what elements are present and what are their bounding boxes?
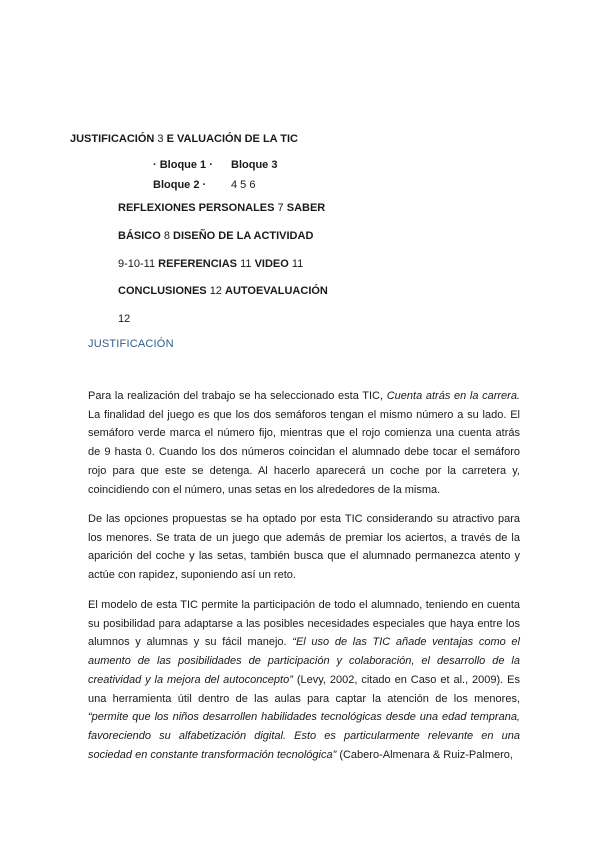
toc-line-5: BÁSICO 8 DISEÑO DE LA ACTIVIDAD <box>118 230 314 242</box>
toc-bloque-2: Bloque 2 · <box>153 179 207 191</box>
toc-page-number: 3 <box>157 133 164 145</box>
toc-line-6: 9-10-11 REFERENCIAS 11 VIDEO 11 <box>118 258 304 270</box>
toc-bloque-3: Bloque 3 <box>231 159 278 171</box>
toc-line-7: CONCLUSIONES 12 AUTOEVALUACIÓN <box>118 285 328 297</box>
toc-evaluacion: E VALUACIÓN DE LA TIC <box>166 133 298 145</box>
paragraph-1: Para la realización del trabajo se ha seleccionado esta TIC, Cuenta atrás en la carrera. La finalidad del juego es que los dos semáforos tengan el mismo número a su lado. El semáforo verde marca el número fijo, mientras que el rojo comienza una cuenta atrás de 9 hasta 0. Cuando los dos números coincidan el alumnado debe tocar el semáforo rojo para que este se detenga. Al hacerlo aparecerá un coche por la carretera y, coincidiendo con el número, unas setas en los alrededores de la misma. <box>88 390 520 496</box>
toc-justificacion: JUSTIFICACIÓN <box>70 133 155 145</box>
section-heading: JUSTIFICACIÓN <box>88 338 174 350</box>
toc-line-8: 12 <box>118 313 131 325</box>
paragraph-3: El modelo de esta TIC permite la participación de todo el alumnado, teniendo en cuenta su posibilidad para adaptarse a las posibles necesidades especiales que haya entre los alumnos y alumnas y su fácil manejo. “El uso de las TIC añade ventajas como el aumento de las posibilidades de participación y colaboración, el desarrollo de la creatividad y la mejora del autoconcepto” (Levy, 2002, citado en Caso et al., 2009). Es una herramienta útil dentro de las aulas para captar la atención de los menores, “permite que los niños desarrollen habilidades tecnológicas desde una edad temprana, favoreciendo su alfabetización digital. Esto es particularmente relevante en una sociedad en constante transformación tecnológica” (Cabero-Almenara & Ruiz-Palmero, <box>88 599 520 761</box>
toc-line-1 <box>70 133 298 146</box>
paragraph-2: De las opciones propuestas se ha optado por esta TIC considerando su atractivo para los menores. Se trata de un juego que además de premiar los aciertos, a través de la aparición del coche y las setas, también busca que el alumnado permanezca atento y actúe con rapidez, suponiendo así un reto. <box>88 513 520 582</box>
toc-bloque-1: · Bloque 1 · <box>153 159 213 171</box>
toc-line-4: REFLEXIONES PERSONALES 7 SABER <box>118 202 326 214</box>
toc-numbers-456: 4 5 6 <box>231 179 256 191</box>
